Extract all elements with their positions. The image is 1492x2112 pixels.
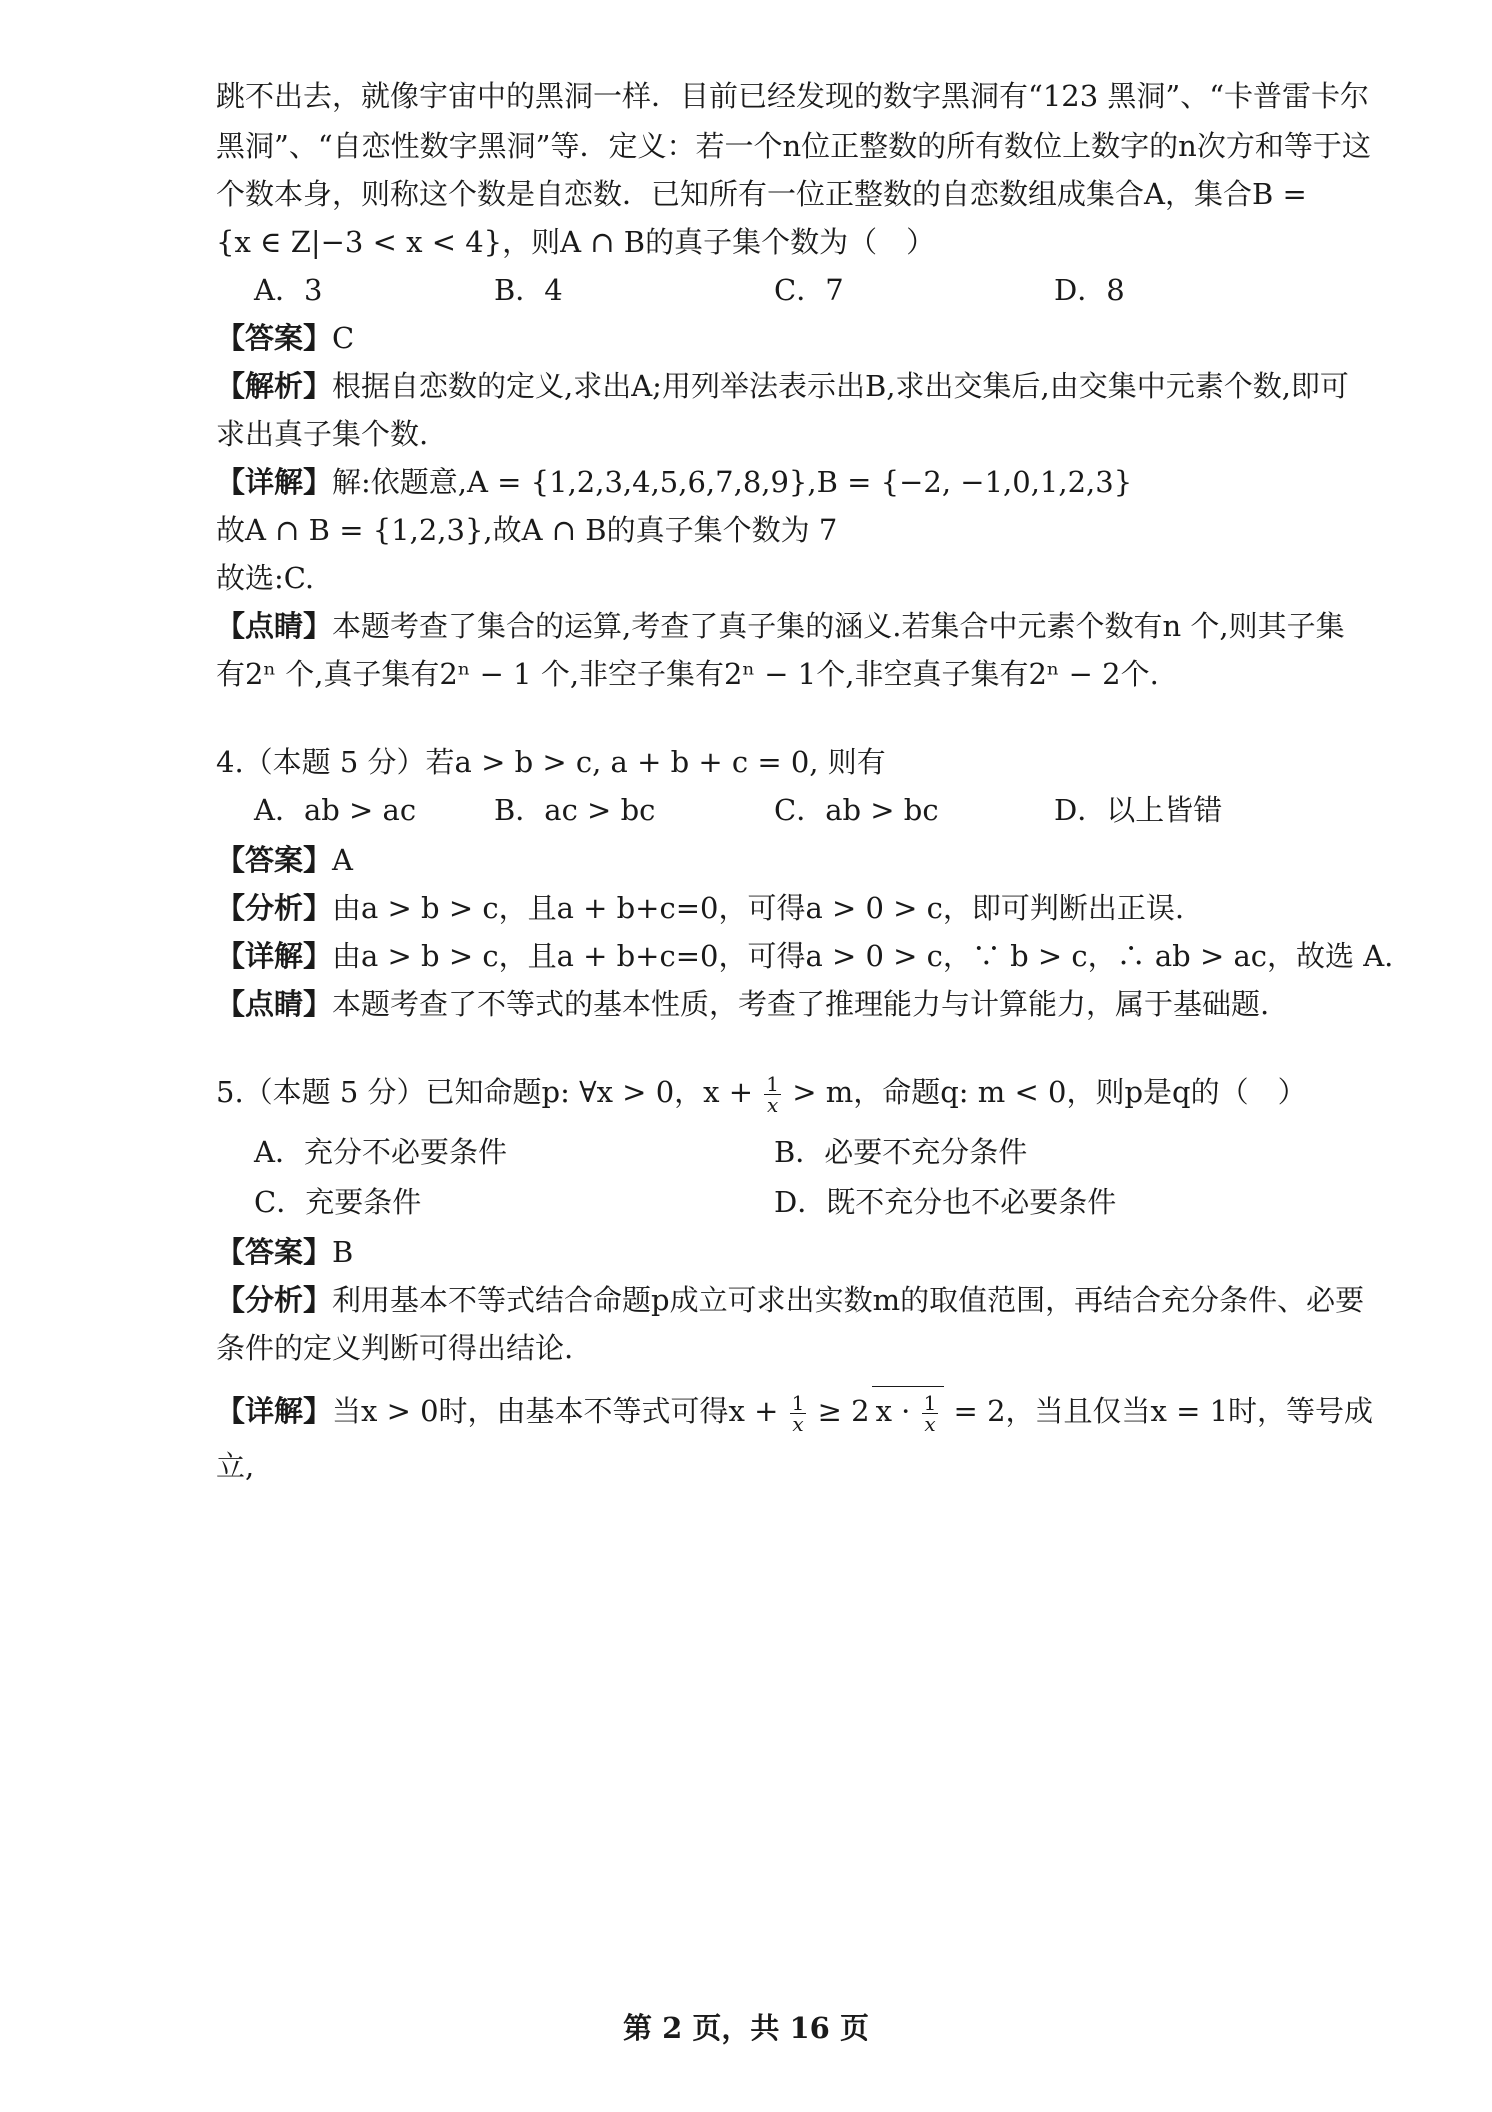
q5-detail-line-1 <box>216 1386 1374 1436</box>
detail-tag: 【详解】 <box>216 939 333 973</box>
q3-stem-line-2: 黑洞”、“自恋性数字黑洞”等．定义：若一个n位正整数的所有数位上数字的n次方和等于这 <box>216 129 1371 163</box>
q3-stem-line-1: 跳不出去，就像宇宙中的黑洞一样．目前已经发现的数字黑洞有“123 黑洞”、“卡普雷卡尔 <box>216 79 1370 113</box>
fraction-denominator: x <box>792 1411 804 1436</box>
q5-detail-line-2: 立, <box>216 1449 255 1483</box>
q4-stem: 4.（本题 5 分）若a > b > c, a + b + c = 0, 则有 <box>216 745 886 779</box>
q4-option-c: C．ab > bc <box>774 793 939 827</box>
q3-comment-line-2: 有2ⁿ 个,真子集有2ⁿ − 1 个,非空子集有2ⁿ − 1个,非空真子集有2ⁿ − 2个. <box>216 657 1159 691</box>
q5-option-d: D．既不充分也不必要条件 <box>774 1185 1117 1219</box>
comment-tag: 【点睛】 <box>216 609 333 643</box>
detail-pre: 当x > 0时，由基本不等式可得x + <box>332 1394 779 1428</box>
q4-answer <box>216 840 1342 880</box>
detail-text: 由a > b > c，且a + b+c=0，可得a > 0 > c，∵ b > c，∴ ab > ac，故选 A. <box>332 939 1394 973</box>
fraction <box>764 1071 781 1117</box>
fraction-numerator: 1 <box>791 1390 805 1415</box>
detail-tag: 【详解】 <box>216 465 333 499</box>
q5-stem-post: > m，命题q: m < 0，则p是q的（ ） <box>792 1075 1307 1109</box>
answer-tag: 【答案】 <box>216 321 333 355</box>
fraction <box>790 1390 807 1436</box>
answer-value: C <box>332 321 355 355</box>
q4-comment <box>216 984 1342 1024</box>
q3-answer <box>216 318 1342 358</box>
q4-option-a: A．ab > ac <box>254 793 417 827</box>
square-root <box>872 1386 945 1435</box>
fraction <box>922 1390 939 1436</box>
q5-analysis-line-1 <box>216 1280 1365 1320</box>
analysis-text: 利用基本不等式结合命题p成立可求出实数m的取值范围，再结合充分条件、必要 <box>332 1283 1365 1317</box>
q3-stem-line-3: 个数本身，则称这个数是自恋数．已知所有一位正整数的自恋数组成集合A，集合B = <box>216 177 1307 211</box>
q3-stem-line-4: {x ∈ Z|−3 < x < 4}，则A ∩ B的真子集个数为（ ） <box>216 225 936 259</box>
q4-analysis <box>216 888 1342 928</box>
comment-tag: 【点睛】 <box>216 987 333 1021</box>
comment-text: 本题考查了集合的运算,考查了真子集的涵义.若集合中元素个数有n 个,则其子集 <box>332 609 1345 643</box>
q3-option-b: B．4 <box>494 273 563 307</box>
fraction-numerator: 1 <box>923 1390 937 1415</box>
q3-detail-line-2: 故A ∩ B = {1,2,3},故A ∩ B的真子集个数为 7 <box>216 513 838 547</box>
analysis-tag: 【解析】 <box>216 369 333 403</box>
sqrt-term: x · <box>875 1394 911 1428</box>
detail-text: 解:依题意,A = {1,2,3,4,5,6,7,8,9},B = {−2, −1,0,1,2,3} <box>332 465 1133 499</box>
answer-value: B <box>332 1235 354 1269</box>
q5-answer <box>216 1232 1342 1272</box>
detail-mid: ≥ 2 <box>817 1394 870 1428</box>
q3-option-c: C．7 <box>774 273 844 307</box>
q4-option-d: D．以上皆错 <box>1054 793 1223 827</box>
fraction-numerator: 1 <box>766 1071 779 1096</box>
q4-detail <box>216 936 1394 976</box>
analysis-tag: 【分析】 <box>216 891 333 925</box>
analysis-text: 根据自恋数的定义,求出A;用列举法表示出B,求出交集后,由交集中元素个数,即可 <box>332 369 1349 403</box>
page-footer: 第 2 页，共 16 页 <box>623 2011 869 2045</box>
q4-option-b: B．ac > bc <box>494 793 656 827</box>
q5-option-b: B．必要不充分条件 <box>774 1135 1028 1169</box>
detail-post: = 2，当且仅当x = 1时，等号成 <box>953 1394 1374 1428</box>
q5-analysis-line-2: 条件的定义判断可得出结论. <box>216 1331 574 1365</box>
q3-comment-line-1 <box>216 606 1345 646</box>
fraction-denominator: x <box>766 1092 779 1117</box>
q5-stem-pre: 5.（本题 5 分）已知命题p: ∀x > 0，x + <box>216 1075 754 1109</box>
fraction-denominator: x <box>924 1411 936 1436</box>
q3-analysis-line-1 <box>216 366 1349 406</box>
q3-analysis-line-2: 求出真子集个数. <box>216 417 429 451</box>
detail-tag: 【详解】 <box>216 1394 333 1428</box>
analysis-tag: 【分析】 <box>216 1283 333 1317</box>
comment-text: 本题考查了不等式的基本性质，考查了推理能力与计算能力，属于基础题. <box>332 987 1270 1021</box>
answer-tag: 【答案】 <box>216 843 333 877</box>
answer-tag: 【答案】 <box>216 1235 333 1269</box>
q3-detail-line-1 <box>216 462 1342 502</box>
q5-stem <box>216 1072 1342 1115</box>
q3-option-a: A．3 <box>254 273 323 307</box>
answer-value: A <box>332 843 353 877</box>
q3-option-d: D．8 <box>1054 273 1125 307</box>
q3-detail-line-3: 故选:C. <box>216 561 315 595</box>
analysis-text: 由a > b > c，且a + b+c=0，可得a > 0 > c，即可判断出正误. <box>332 891 1185 925</box>
q5-option-c: C．充要条件 <box>254 1185 422 1219</box>
q5-option-a: A．充分不必要条件 <box>254 1135 507 1169</box>
